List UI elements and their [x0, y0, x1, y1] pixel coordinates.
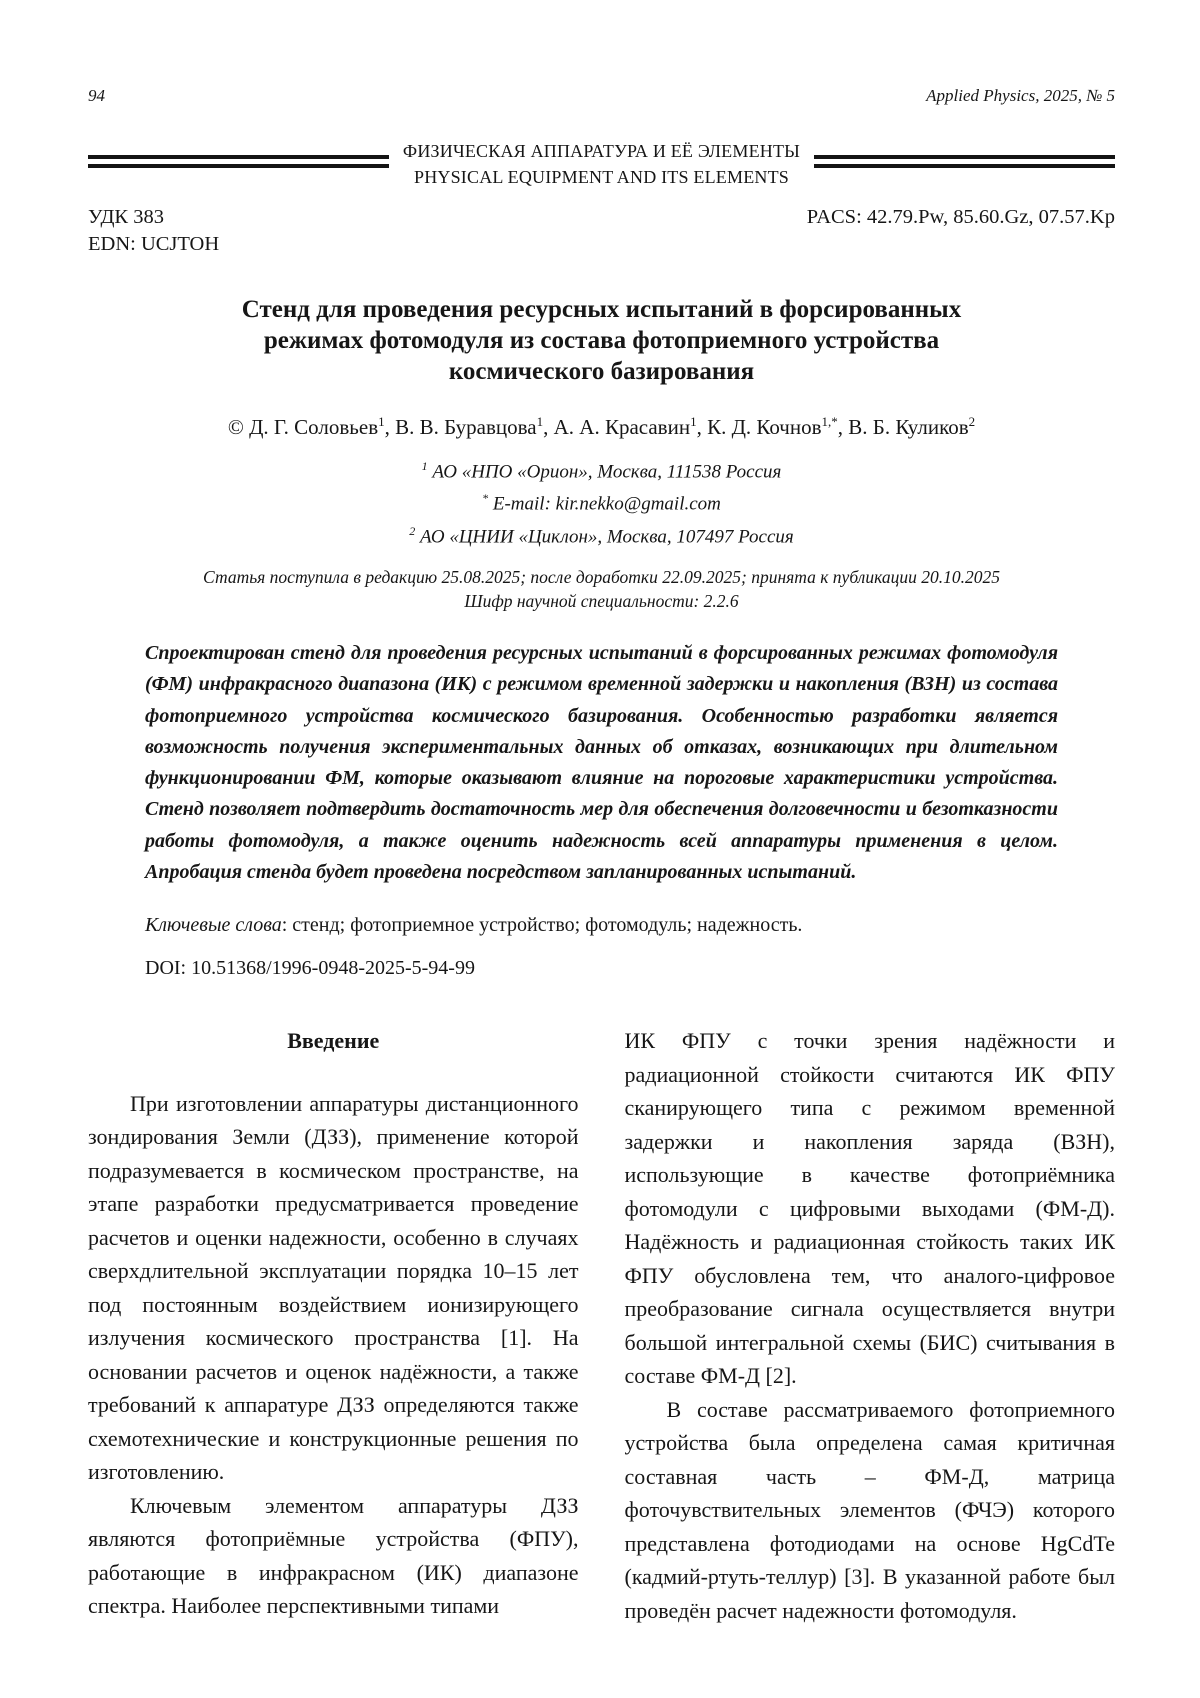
- edn-code: EDN: UCJTOH: [88, 233, 220, 255]
- affiliation-line: [88, 518, 1115, 550]
- article-title: [88, 294, 1115, 387]
- author-name: , К. Д. Кочнов: [696, 415, 822, 439]
- authors-line: [88, 414, 1115, 440]
- author: [385, 415, 543, 439]
- author-name: , А. А. Красавин: [543, 415, 691, 439]
- affiliation-marker: 2: [409, 523, 416, 538]
- pacs-code: PACS: 42.79.Pw, 85.60.Gz, 07.57.Kp: [806, 206, 1115, 228]
- left-double-rule: [88, 155, 389, 168]
- author-superscript: 2: [968, 414, 976, 429]
- left-column: [88, 1024, 579, 1627]
- affiliations: [88, 453, 1115, 550]
- keywords-text: : стенд; фотоприемное устройство; фотомодуль; надежность.: [281, 914, 803, 937]
- paragraph: ИК ФПУ с точки зрения надёжности и радиационной стойкости считаются ИК ФПУ сканирующего типа с режимом временной задержки и накопления заряда (ВЗН), использующие в качестве фотоприёмника фотомодули с цифровыми выходами (ФМ-Д). Надёжность и радиационная стойкость таких ИК ФПУ обусловлена тем, что аналого-цифровое преобразование сигнала осуществляется внутри большой интегральной схемы (БИС) считывания в составе ФМ-Д [2].: [624, 1028, 1115, 1389]
- section-banner-text: [403, 138, 800, 190]
- article-title-line1: Стенд для проведения ресурсных испытаний в форсированных: [241, 296, 962, 323]
- doi-line: DOI: 10.51368/1996-0948-2025-5-94-99: [145, 957, 475, 980]
- meta-left: [88, 204, 219, 258]
- email-text: E-mail: kir.nekko@gmail.com: [488, 493, 721, 515]
- received-block: [88, 565, 1115, 613]
- article-title-line3: космического базирования: [448, 358, 755, 385]
- author-superscript: 1: [536, 414, 544, 429]
- article-meta: [88, 204, 1115, 258]
- running-head: [88, 0, 1115, 106]
- author: [543, 415, 696, 439]
- section-banner: [88, 138, 1115, 190]
- udk-code: УДК 383: [88, 206, 164, 228]
- email-line: [88, 485, 1115, 517]
- page-content: [88, 0, 1115, 1627]
- paragraph: При изготовлении аппаратуры дистанционного зондирования Земли (ДЗЗ), применение которой подразумевается в космическом пространстве, на этапе разработки предусматривается проведение расчетов и оценки надежности, особенно в случаях сверхдлительной эксплуатации порядка 10–15 лет под постоянным воздействием ионизирующего излучения космического пространства [1]. На основании расчетов и оценок надёжности, а также требований к аппаратуре ДЗЗ определяются также схемотехнические и конструкционные решения по изготовлению.: [88, 1090, 579, 1485]
- journal-name: Applied Physics, 2025, № 5: [926, 86, 1115, 105]
- intro-heading: Введение: [287, 1028, 380, 1054]
- received-line: Статья поступила в редакцию 25.08.2025; после доработки 22.09.2025; принята к публикации 20.10.2025: [203, 566, 1000, 587]
- speciality-line: Шифр научной специальности: 2.2.6: [464, 590, 739, 611]
- body-columns: [88, 1024, 1115, 1627]
- paragraph: Ключевым элементом аппаратуры ДЗЗ являются фотоприёмные устройства (ФПУ), работающие в инфракрасном (ИК) диапазоне спектра. Наиболее перспективными типами: [88, 1492, 579, 1619]
- author-superscript: 1: [690, 414, 697, 429]
- abstract-text: Спроектирован стенд для проведения ресурсных испытаний в форсированных режимах фотомодуля (ФМ) инфракрасного диапазона (ИК) с режимом временной задержки и накопления (ВЗН) из состава фотоприемного устройства космического базирования. Особенностью разработки является возможность получения экспериментальных данных об отказах, возникающих при длительном функционировании ФМ, которые оказывают влияние на пороговые характеристики устройства. Стенд позволяет подтвердить достаточность мер для обеспечения долговечности и безотказности работы фотомодуля, а также оценить надежность всей аппаратуры применения в целом. Апробация стенда будет проведена посредством запланированных испытаний.: [145, 641, 1058, 884]
- section-banner-line-en: PHYSICAL EQUIPMENT AND ITS ELEMENTS: [413, 167, 789, 187]
- author: [228, 415, 385, 439]
- author-superscript: 1,*: [821, 414, 838, 429]
- affiliation-marker: 1: [421, 459, 428, 473]
- keywords-label: Ключевые слова: [145, 914, 282, 937]
- affiliation-line: [88, 453, 1115, 485]
- section-banner-line-ru: ФИЗИЧЕСКАЯ АППАРАТУРА И ЕЁ ЭЛЕМЕНТЫ: [402, 141, 801, 161]
- author-name: , В. Б. Куликов: [837, 415, 969, 439]
- affiliation-text: АО «НПО «Орион», Москва, 111538 Россия: [427, 461, 782, 483]
- page-number: 94: [88, 86, 105, 105]
- author-name: , В. В. Буравцова: [384, 415, 537, 439]
- right-double-rule: [814, 155, 1115, 168]
- email-marker: *: [482, 491, 489, 506]
- paragraph: В составе рассматриваемого фотоприемного устройства была определена самая критичная составная часть – ФМ-Д, матрица фоточувствительных элементов (ФЧЭ) которого представлена фотодиодами на основе HgCdTe (кадмий-ртуть-теллур) [3]. В указанной работе был проведён расчет надежности фотомодуля.: [624, 1396, 1115, 1623]
- author: [697, 415, 838, 439]
- author-name: © Д. Г. Соловьев: [227, 415, 379, 439]
- article-title-line2: режимах фотомодуля из состава фотоприемного устройства: [263, 327, 940, 354]
- author-superscript: 1: [378, 414, 385, 429]
- right-column: [625, 1024, 1116, 1627]
- author: [838, 415, 975, 439]
- keywords-line: [145, 914, 1058, 937]
- affiliation-text: АО «ЦНИИ «Циклон», Москва, 107497 Россия: [415, 525, 794, 547]
